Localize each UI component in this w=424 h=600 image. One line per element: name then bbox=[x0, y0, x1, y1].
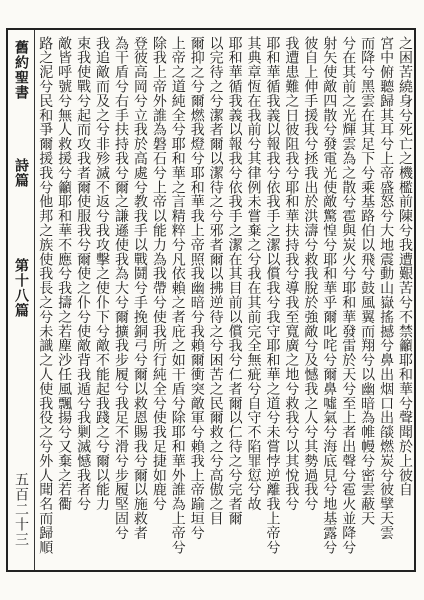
text-column: 射矢使敵四散兮發電光使敵驚惶兮耶和華乎爾叱咤兮爾鼻噓氣兮海底見兮地基露兮 bbox=[321, 36, 338, 555]
page-number: 五百二十三 bbox=[13, 472, 29, 547]
text-column: 我遭患難之日彼阻我兮耶和華扶持我兮導我至寬廣之地兮救我兮以其悅我兮 bbox=[283, 36, 300, 512]
text-column: 登彼高岡兮立我於高處兮教我手以戰鬪兮手挽銅弓兮爾以救恩賜我兮爾以施救者 bbox=[131, 36, 148, 540]
text-column: 爾抑之兮爾燃我燈兮耶和華我上帝照我幽暗兮我賴爾衝突敵軍兮賴我上帝踰垣兮 bbox=[188, 36, 205, 540]
text-column: 之困苦繞身兮死亡之機檻前陳兮我遭艱苦兮不禁籲耶和華兮聲聞於上彼自 bbox=[397, 36, 413, 497]
text-column: 而降兮黑雲在其足下兮乘基路伯以飛兮鼓風翼而翔兮以幽暗為帷幔兮密雲蔽天 bbox=[359, 36, 376, 526]
book-section: 詩篇 bbox=[13, 158, 29, 188]
text-column: 彼自上伸手援我兮拯我出於洪濤兮救我脫於強敵兮及憾我之人兮其勢過我兮 bbox=[302, 36, 319, 512]
chapter-label: 第十八篇 bbox=[13, 258, 29, 318]
text-column: 以完待之兮潔者爾以潔待之兮邪者爾以拂逆待之兮困苦之民爾救之兮高傲之目 bbox=[207, 36, 224, 526]
text-column: 耶和華循我義以報我兮依我手之潔在其目前以償我兮仁者爾以仁待之兮完者爾 bbox=[226, 36, 243, 526]
margin-strip bbox=[8, 30, 35, 570]
text-column: 敵皆呼號兮無人救援兮籲耶和華不應兮我擣之若塵沙任風飄揚兮又棄之若衢 bbox=[56, 36, 73, 512]
text-column: 束我使戰兮起而攻我者爾使服我兮爾使之仆兮使敵背我遁兮我剿滅憾我者兮 bbox=[75, 36, 92, 512]
text-column: 耶和華循我義以報我兮依我手之潔以償我兮我守耶和華之道兮未嘗悖逆離我上帝兮 bbox=[264, 36, 281, 555]
text-column: 為干盾兮右手扶持我兮爾之謙遜使我為大兮爾擴我步履兮我足不滑兮步履堅固兮 bbox=[112, 36, 129, 540]
text-column: 宮中俯聽歸其耳兮上帝盛怒兮大地震動山嶽搖撼兮鼻出烟口出燄燃炭兮彼擘天雲 bbox=[378, 36, 395, 540]
text-column: 我追敵而及之兮非殄滅不返兮我攻擊之使仆下兮敵不能起我踐之兮爾以能力 bbox=[94, 36, 110, 512]
text-column: 路之泥兮民和爭爾援我兮他邦之族使我長之兮未識之人使我役之兮外人聞名而歸順 bbox=[37, 36, 54, 555]
text-column: 兮在其前之光輝雲為之散兮雹與炭火兮耶和華發雷於天兮至上者出聲兮雹火並降兮 bbox=[340, 36, 357, 555]
text-column: 其典章恆在我前兮其律例未嘗棄之兮我在其前完全無疵兮自守不陷罪愆兮故 bbox=[245, 36, 262, 512]
book-title: 舊約聖書 bbox=[13, 40, 29, 100]
main-text bbox=[35, 30, 414, 570]
text-column: 除我上帝外誰為磐石兮上帝以能力為我帶兮使我所行純全兮使我足捷如鹿兮 bbox=[150, 36, 167, 512]
text-column: 上帝之道純全兮耶和華之言精粹兮凡依賴之者庇之如干盾兮除耶和華外誰為上帝兮 bbox=[169, 36, 186, 555]
page-frame bbox=[6, 28, 416, 572]
